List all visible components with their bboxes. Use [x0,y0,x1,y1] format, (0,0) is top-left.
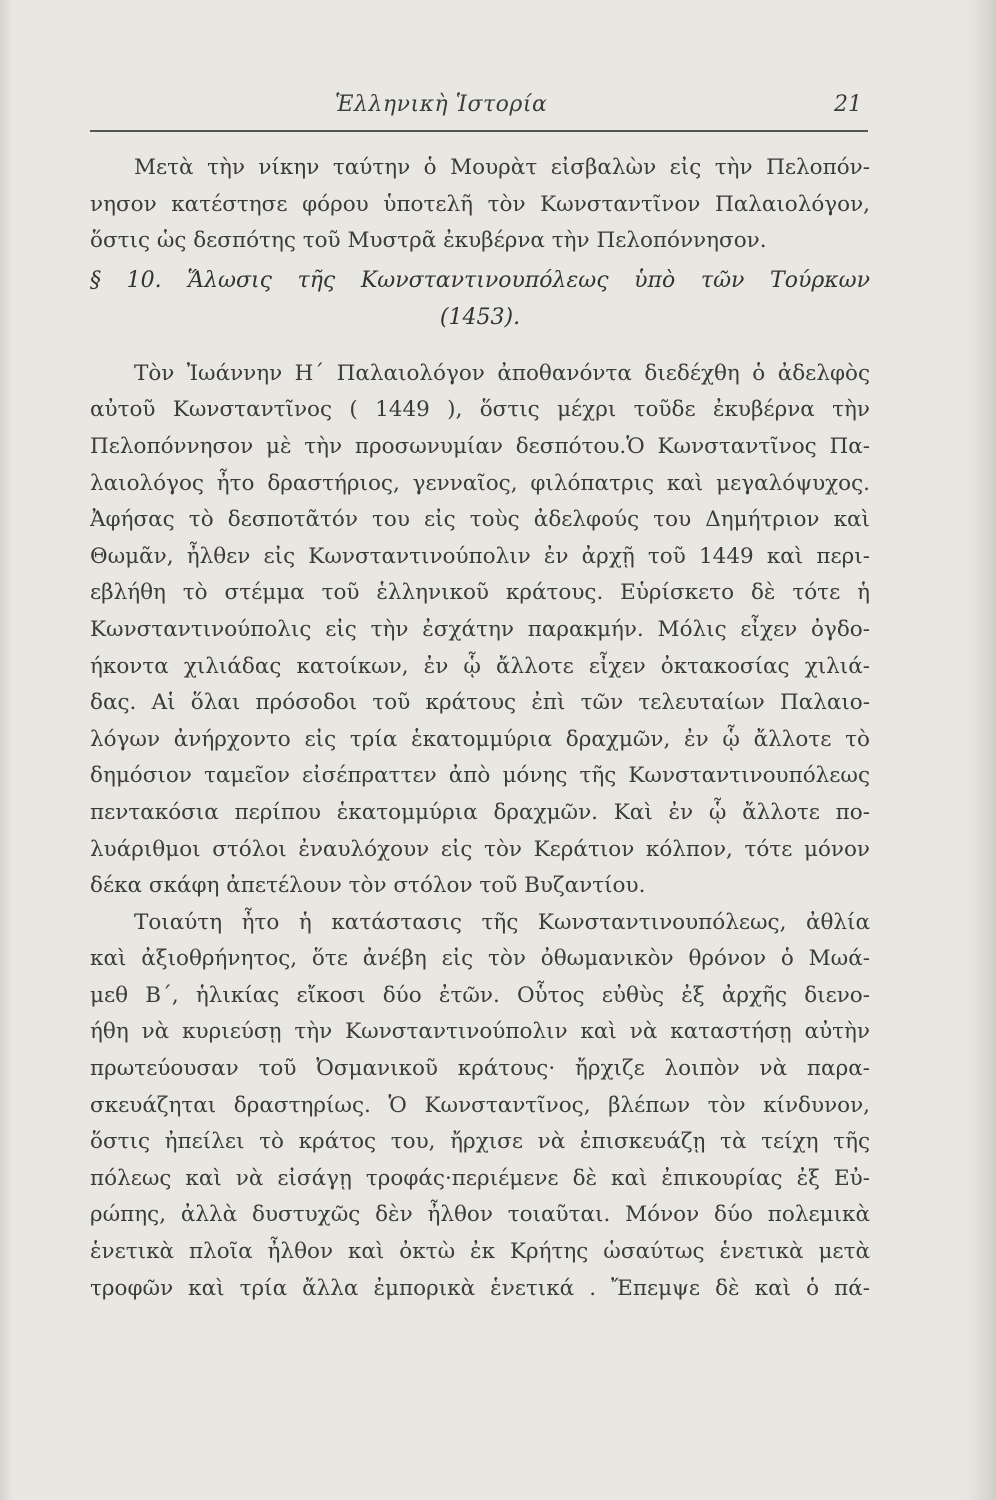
text-line: δημόσιον ταμεῖον εἰσέπραττεν ἀπὸ μόνης τῆς Κωνσταντινουπόλεως [90,763,870,789]
body-text [90,150,870,1307]
paragraph-2 [90,905,870,1308]
text-line: σκευάζηται δραστηρίως. Ὁ Κωνσταντῖνος, βλέπων τὸν κίνδυνον, [90,1092,870,1118]
text-line: καὶ ἀξιοθρήνητος, ὅτε ἀνέβη εἰς τὸν ὀθωμανικὸν θρόνον ὁ Μωά- [90,946,870,972]
text-line: λαιολόγος ἦτο δραστήριος, γενναῖος, φιλόπατρις καὶ μεγαλόψυχος. [90,470,870,496]
text-line: ήκοντα χιλιάδας κατοίκων, ἐν ᾧ ἄλλοτε εἶχεν ὀκτακοσίας χιλιά- [90,653,870,679]
text-line: Τοιαύτη ἦτο ἡ κατάστασις τῆς Κωνσταντινουπόλεως, ἀθλία [134,909,870,935]
text-line: λυάριθμοι στόλοι ἐναυλόχουν εἰς τὸν Κεράτιον κόλπον, τότε μόνον [90,836,870,862]
page-left-edge [0,0,12,1500]
page-header [90,92,868,132]
header-rule [90,130,868,132]
text-line: Κωνσταντινούπολις εἰς τὴν ἐσχάτην παρακμήν. Μόλις εἶχεν ὀγδο- [90,616,870,642]
text-line: Ἀφήσας τὸ δεσποτᾶτόν του εἰς τοὺς ἀδελφούς του Δημήτριον καὶ [90,507,870,533]
text-line: Θωμᾶν, ἦλθεν εἰς Κωνσταντινούπολιν ἐν ἀρχῇ τοῦ 1449 καὶ περι- [90,543,870,569]
page-number: 21 [834,92,862,117]
page-right-edge [966,0,996,1500]
text-line: αὐτοῦ Κωνσταντῖνος ( 1449 ), ὅστις μέχρι τοῦδε ἐκυβέρνα τὴν [90,397,870,423]
text-line: Τὸν Ἰωάννην Η΄ Παλαιολόγον ἀποθανόντα διεδέχθη ὁ ἀδελφὸς [134,360,870,386]
text-line: λόγων ἀνήρχοντο εἰς τρία ἑκατομμύρια δραχμῶν, ἐν ᾧ ἄλλοτε τὸ [90,726,870,752]
text-line: ἑνετικὰ πλοῖα ἦλθον καὶ ὀκτὼ ἐκ Κρήτης ὡσαύτως ἑνετικὰ μετὰ [90,1239,870,1265]
text-line: μεθ Β΄, ἡλικίας εἴκοσι δύο ἐτῶν. Οὗτος εὐθὺς ἐξ ἀρχῆς διενο- [90,982,870,1008]
text-line: πεντακόσια περίπου ἑκατομμύρια δραχμῶν. Καὶ ἐν ᾧ ἄλλοτε πο- [90,799,870,825]
text-line: ὅστις ὡς δεσπότης τοῦ Μυστρᾶ ἐκυβέρνα τὴν Πελοπόννησον. [90,228,767,254]
text-line: δας. Αἱ ὅλαι πρόσοδοι τοῦ κράτους ἐπὶ τῶν τελευταίων Παλαιο- [90,690,870,716]
text-line: δέκα σκάφη ἀπετέλουν τὸν στόλον τοῦ Βυζαντίου. [90,873,646,899]
section-year: (1453). [439,304,521,330]
text-line: τροφῶν καὶ τρία ἄλλα ἐμπορικὰ ἑνετικά . Ἔπεμψε δὲ καὶ ὁ πά- [90,1275,870,1301]
text-line: Πελοπόννησον μὲ τὴν προσωνυμίαν δεσπότου.Ὁ Κωνσταντῖνος Πα- [90,433,870,459]
text-line: νησον κατέστησε φόρου ὑποτελῆ τὸν Κωνσταντῖνον Παλαιολόγον, [90,191,870,217]
text-line: πόλεως καὶ νὰ εἰσάγῃ τροφάς·περιέμενε δὲ καὶ ἐπικουρίας ἐξ Εὐ- [90,1165,870,1191]
intro-paragraph [90,150,870,260]
text-line: εβλήθη τὸ στέμμα τοῦ ἑλληνικοῦ κράτους. Εὑρίσκετο δὲ τότε ἡ [90,580,870,606]
text-line: Μετὰ τὴν νίκην ταύτην ὁ Μουρὰτ εἰσβαλὼν εἰς τὴν Πελοπόν- [134,155,870,180]
text-line: ὅστις ἠπείλει τὸ κράτος του, ἤρχισε νὰ ἐπισκευάζῃ τὰ τείχη τῆς [90,1129,870,1155]
text-line: ρώπης, ἀλλὰ δυστυχῶς δὲν ἦλθον τοιαῦται. Μόνον δύο πολεμικὰ [90,1202,870,1228]
text-line: πρωτεύουσαν τοῦ Ὀσμανικοῦ κράτους· ἤρχιζε λοιπὸν νὰ παρα- [90,1056,870,1082]
paragraph-1 [90,356,870,905]
text-line: ήθη νὰ κυριεύσῃ τὴν Κωνσταντινούπολιν καὶ νὰ καταστήσῃ αὐτὴν [90,1019,870,1045]
running-title: Ἑλληνικὴ Ἱστορία [335,92,548,117]
section-heading: § 10. Ἅλωσις τῆς Κωνσταντινουπόλεως ὑπὸ τῶν Τούρκων [90,267,870,293]
